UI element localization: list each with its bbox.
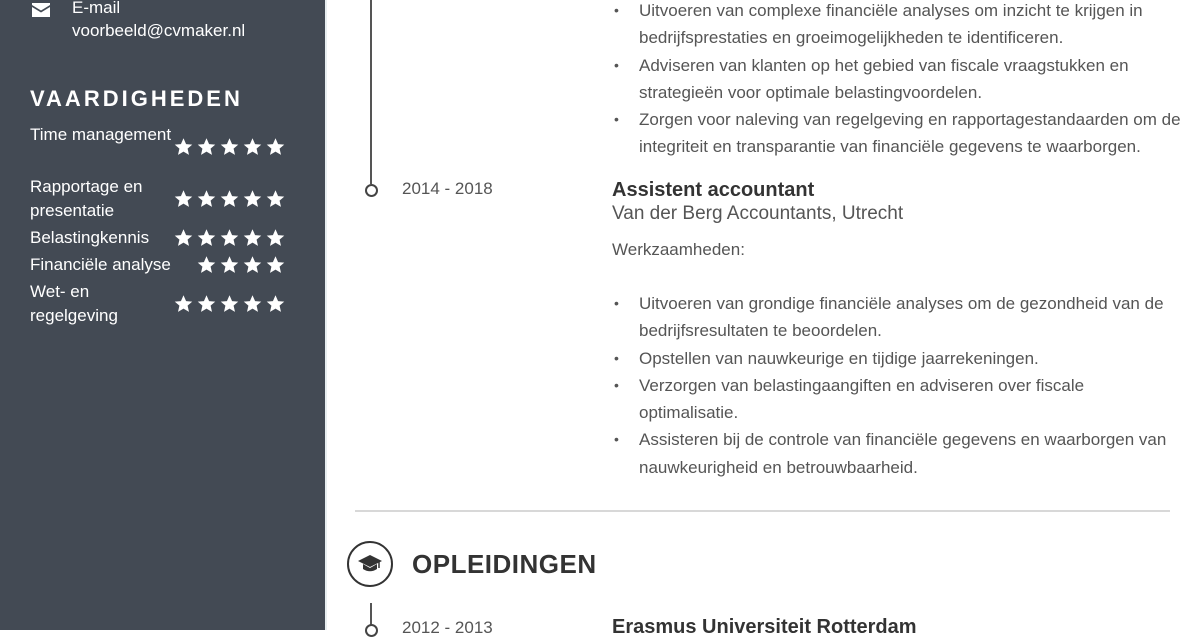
skill-rating xyxy=(173,189,286,209)
job-company: Van der Berg Accountants, Utrecht xyxy=(612,203,904,224)
bullet-item: • Opstellen van nauwkeurige en tijdige jaarrekeningen. xyxy=(612,345,1182,372)
education-institution: Erasmus Universiteit Rotterdam xyxy=(612,616,917,638)
job-bullets xyxy=(612,290,1182,481)
star-icon xyxy=(242,189,263,209)
star-icon xyxy=(242,294,263,314)
star-icon xyxy=(173,189,194,209)
star-icon xyxy=(219,294,240,314)
star-icon xyxy=(196,228,217,248)
skill-name: Belastingkennis xyxy=(30,228,150,247)
skill-rating xyxy=(173,228,286,248)
envelope-icon xyxy=(32,3,50,17)
skill-name: Time management xyxy=(30,125,172,144)
section-title-education: OPLEIDINGEN xyxy=(412,549,597,579)
bullet-item: • Uitvoeren van grondige financiële analyses om de gezondheid van de bedrijfsresultaten te beoordelen. xyxy=(612,290,1182,345)
section-divider xyxy=(355,510,1170,512)
star-icon xyxy=(196,294,217,314)
job-entry xyxy=(612,178,1182,481)
star-icon xyxy=(196,137,217,157)
email-value[interactable]: voorbeeld@cvmaker.nl xyxy=(72,21,246,40)
star-icon xyxy=(265,189,286,209)
email-label: E-mail xyxy=(72,0,121,17)
star-icon xyxy=(219,255,240,275)
bullet-item: • Uitvoeren van complexe financiële analyses om inzicht te krijgen in bedrijfsprestaties en groeimogelijkheden te identificeren. xyxy=(612,0,1182,52)
skill-rating xyxy=(173,294,286,314)
skill-name: Rapportage en presentatie xyxy=(30,177,143,220)
bullet-item: • Zorgen voor naleving van regelgeving en rapportagestandaarden om de integriteit en transparantie van financiële gegevens te waarborgen. xyxy=(612,106,1182,161)
star-icon xyxy=(219,228,240,248)
star-icon xyxy=(265,228,286,248)
star-icon xyxy=(173,294,194,314)
main-left-border xyxy=(325,0,327,630)
star-icon xyxy=(265,294,286,314)
star-icon xyxy=(265,137,286,157)
star-icon xyxy=(173,137,194,157)
star-icon xyxy=(265,255,286,275)
star-icon xyxy=(196,255,217,275)
bullet-item: • Verzorgen van belastingaangiften en adviseren over fiscale optimalisatie. xyxy=(612,372,1182,427)
education-date: 2012 - 2013 xyxy=(402,618,493,637)
job-date: 2014 - 2018 xyxy=(402,179,493,198)
star-icon xyxy=(219,137,240,157)
skill-name: Wet- en regelgeving xyxy=(30,282,118,325)
timeline-dot xyxy=(365,624,378,637)
skill-name: Financiële analyse xyxy=(30,255,171,274)
timeline-line xyxy=(370,603,372,625)
star-icon xyxy=(242,137,263,157)
skill-rating xyxy=(196,255,286,275)
sidebar xyxy=(0,0,325,630)
skill-rating xyxy=(173,137,286,157)
previous-job-bullets xyxy=(612,0,1182,161)
star-icon xyxy=(242,255,263,275)
skills-title: VAARDIGHEDEN xyxy=(30,86,243,111)
timeline-dot xyxy=(365,184,378,197)
star-icon xyxy=(173,228,194,248)
job-tasks-label: Werkzaamheden: xyxy=(612,240,745,259)
bullet-item: • Adviseren van klanten op het gebied van fiscale vraagstukken en strategieën voor optimale belastingvoordelen. xyxy=(612,52,1182,107)
job-title: Assistent accountant xyxy=(612,179,815,201)
star-icon xyxy=(219,189,240,209)
graduation-cap-icon xyxy=(347,541,393,587)
star-icon xyxy=(242,228,263,248)
timeline-line xyxy=(370,0,372,184)
previous-job xyxy=(612,0,1182,161)
bullet-item: • Assisteren bij de controle van financiële gegevens en waarborgen van nauwkeurigheid en betrouwbaarheid. xyxy=(612,426,1182,481)
star-icon xyxy=(196,189,217,209)
